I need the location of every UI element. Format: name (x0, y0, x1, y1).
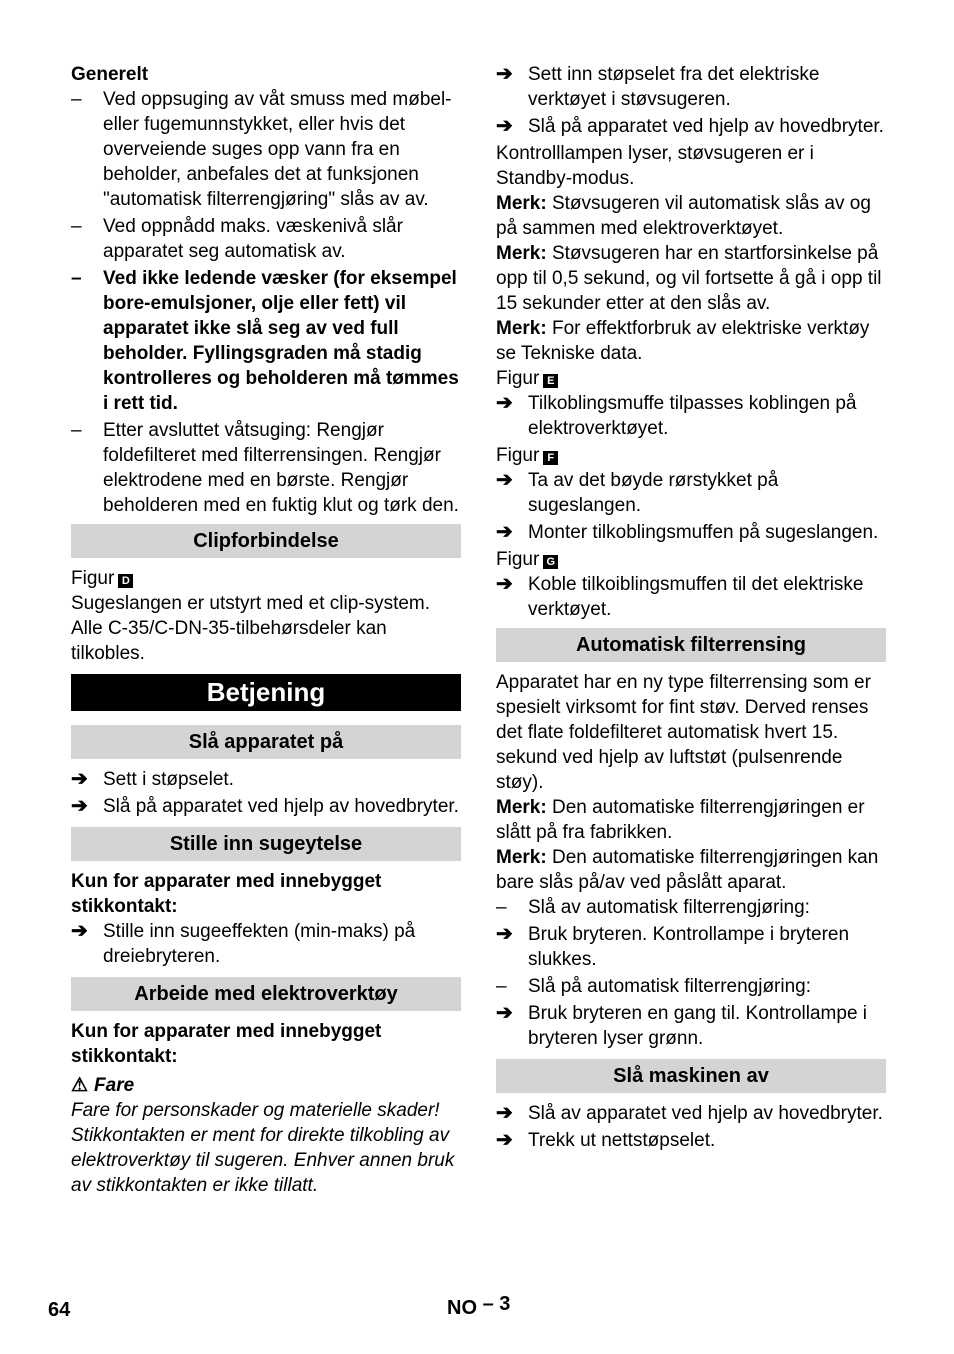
general-item-2: – Ved oppnådd maks. væskenivå slår apparatet seg automatisk av. (71, 214, 461, 264)
suction-heading: Stille inn sugeytelse (71, 827, 461, 861)
switch-on-step-2: ➔ Slå på apparatet ved hjelp av hovedbryter. (71, 794, 461, 819)
general-heading: Generelt (71, 64, 149, 85)
auto-filter-note-1: Merk: Den automatiske filterrengjøringen er slått på fra fabrikken. (496, 797, 865, 843)
suction-note: Kun for apparater med innebygget stikkontakt: (71, 871, 382, 917)
figure-g-ref: Figur G (496, 547, 886, 572)
auto-filter-on-label: – Slå på automatisk filterrengjøring: (496, 974, 886, 999)
right-step-2: ➔ Slå på apparatet ved hjelp av hovedbryter. (496, 114, 886, 139)
suction-step-1: ➔ Stille inn sugeeffekten (min-maks) på dreiebryteren. (71, 919, 461, 969)
chapter-title: Betjening (71, 674, 461, 711)
figure-d-badge: D (118, 574, 133, 588)
clip-heading: Clipforbindelse (71, 524, 461, 558)
note-2: Merk: Støvsugeren har en startforsinkelse på opp til 0,5 sekund, og vil fortsette å gå i opp til 15 sekunder etter at den slås av. (496, 243, 882, 314)
note-3: Merk: For effektforbruk av elektriske verktøy se Tekniske data. (496, 318, 870, 364)
fig-f-step-2: ➔ Monter tilkoblingsmuffen på sugeslangen. (496, 520, 886, 545)
auto-filter-note-2: Merk: Den automatiske filterrengjøringen kan bare slås på/av ved påslått aparat. (496, 847, 879, 893)
page-number: 64 (48, 1299, 71, 1321)
general-item-1: – Ved oppsuging av våt smuss med møbel- eller fugemunnstykket, eller hvis det overveiende suges opp vann fra en beholder, anbefales det at funksjonen "automatisk filterrengjøring" slås av av. (71, 87, 461, 212)
auto-filter-off-label: – Slå av automatisk filterrengjøring: (496, 895, 886, 920)
power-tools-heading: Arbeide med elektroverktøy (71, 977, 461, 1011)
fig-e-step-1: ➔ Tilkoblingsmuffe tilpasses koblingen på elektroverktøyet. (496, 391, 886, 441)
auto-filter-heading: Automatisk filterrensing (496, 628, 886, 662)
fig-g-step-1: ➔ Koble tilkoiblingsmuffen til det elektriske verktøyet. (496, 572, 886, 622)
warning-heading: ⚠ Fare (71, 1075, 135, 1096)
general-item-4: – Etter avsluttet våtsuging: Rengjør foldefilteret med filterrensingen. Rengjør elektrodene med en børste. Rengjør beholderen med en fuktig klut og tørk den. (71, 418, 461, 518)
standby-text: Kontrolllampen lyser, støvsugeren er i Standby-modus. (496, 143, 814, 189)
left-column (71, 62, 461, 1198)
figure-e-badge: E (543, 374, 558, 388)
figure-g-badge: G (543, 555, 558, 569)
auto-filter-off-step: ➔ Bruk bryteren. Kontrollampe i bryteren slukkes. (496, 922, 886, 972)
footer-section: NO – 3 (447, 1293, 511, 1319)
right-column (496, 62, 886, 1155)
machine-off-step-2: ➔ Trekk ut nettstøpselet. (496, 1128, 886, 1153)
switch-on-step-1: ➔ Sett i støpselet. (71, 767, 461, 792)
clip-figure-ref: Figur D (71, 566, 461, 591)
machine-off-heading: Slå maskinen av (496, 1059, 886, 1093)
warning-triangle-icon: ⚠ (71, 1075, 89, 1096)
machine-off-step-1: ➔ Slå av apparatet ved hjelp av hovedbryter. (496, 1101, 886, 1126)
figure-f-badge: F (543, 451, 558, 465)
switch-on-heading: Slå apparatet på (71, 725, 461, 759)
warning-text: Fare for personskader og materielle skader! Stikkontakten er ment for direkte tilkobling av elektroverktøy til sugeren. Enhver annen bruk av stikkontakten er ikke tillatt. (71, 1100, 455, 1196)
auto-filter-text: Apparatet har en ny type filterrensing som er spesielt virksomt for fint støv. Derved renses det flate foldefilteret automatisk hvert 15. sekund ved hjelp av luftstøt (pulsenrende støy). (496, 672, 871, 793)
figure-f-ref: Figur F (496, 443, 886, 468)
right-step-1: ➔ Sett inn støpselet fra det elektriske verktøyet i støvsugeren. (496, 62, 886, 112)
figure-e-ref: Figur E (496, 366, 886, 391)
fig-f-step-1: ➔ Ta av det bøyde rørstykket på sugeslangen. (496, 468, 886, 518)
general-item-3: – Ved ikke ledende væsker (for eksempel bore-emulsjoner, olje eller fett) vil apparatet ikke slå seg av ved full beholder. Fyllingsgraden må stadig kontrolleres og beholderen må tømmes i rett tid. (71, 266, 461, 416)
auto-filter-on-step: ➔ Bruk bryteren en gang til. Kontrollampe i bryteren lyser grønn. (496, 1001, 886, 1051)
clip-text: Sugeslangen er utstyrt med et clip-system. Alle C-35/C-DN-35-tilbehørsdeler kan tilkobles. (71, 593, 431, 664)
note-1: Merk: Støvsugeren vil automatisk slås av og på sammen med elektroverktøyet. (496, 193, 871, 239)
power-tools-note: Kun for apparater med innebygget stikkontakt: (71, 1021, 382, 1067)
